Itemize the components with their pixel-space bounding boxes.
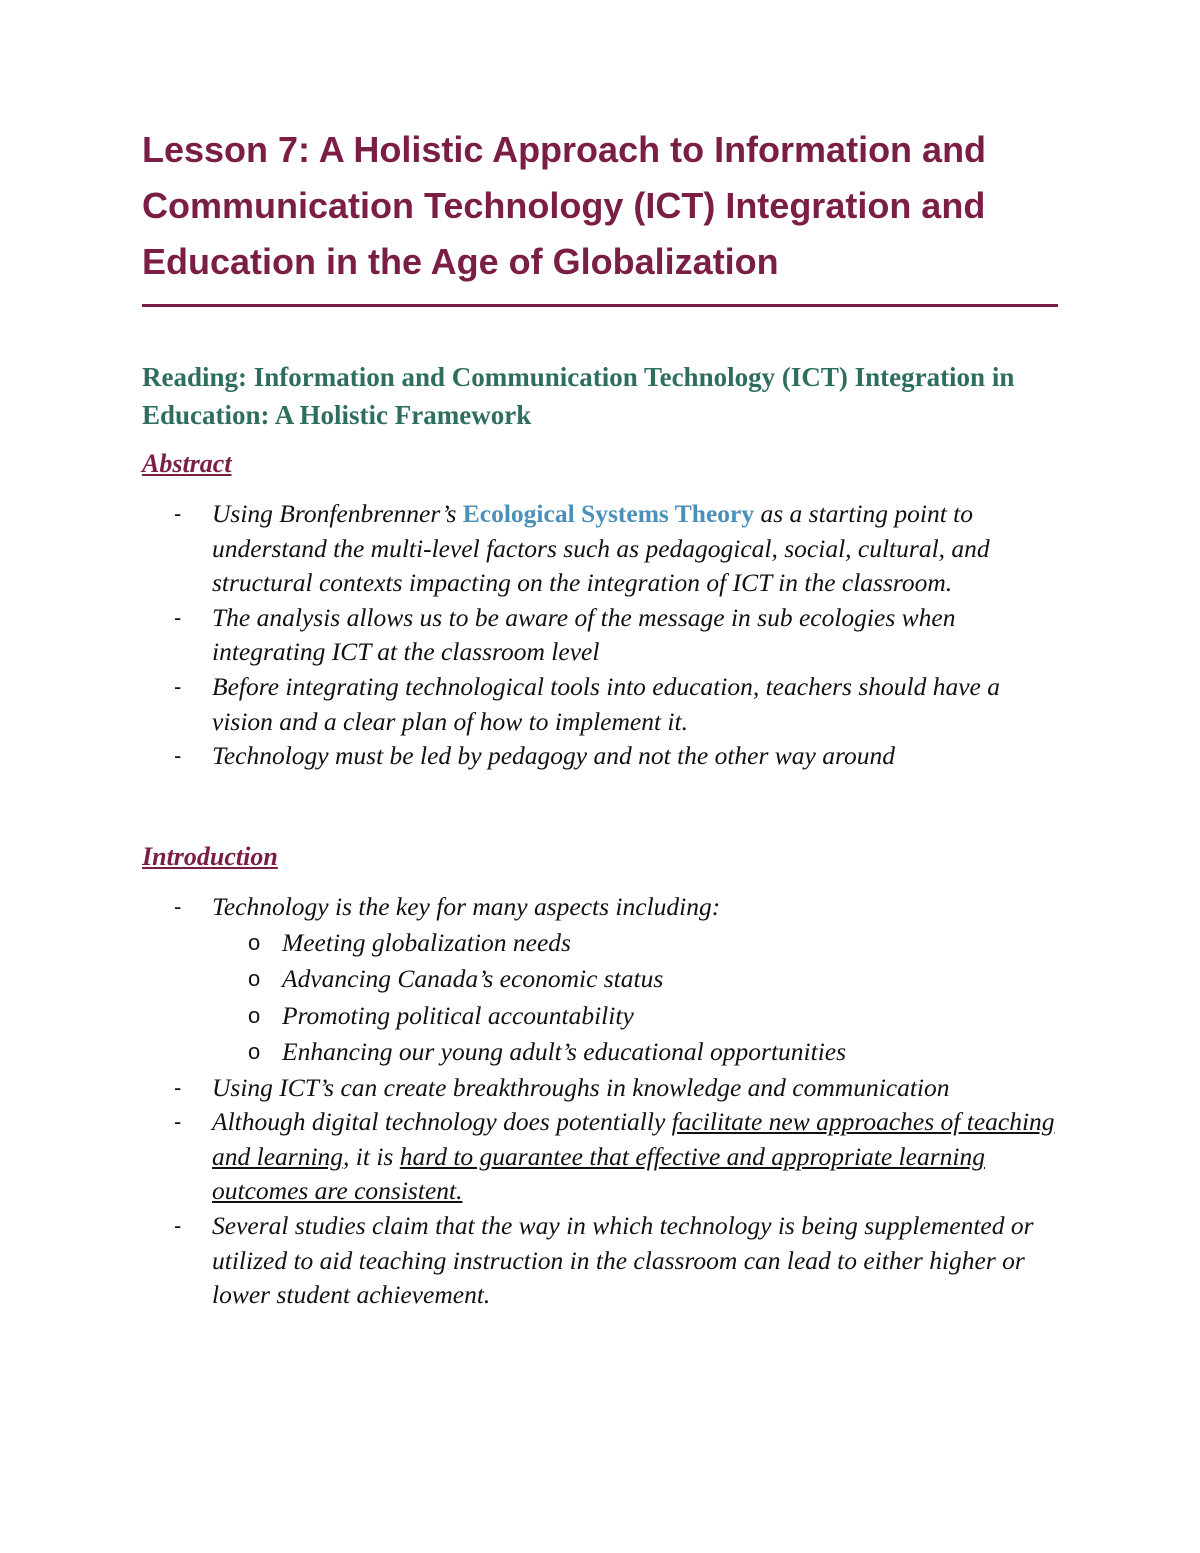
list-item xyxy=(0,1105,1062,1209)
item-text: Using ICT’s can create breakthroughs in knowledge and communication xyxy=(212,1072,950,1102)
ecological-systems-theory-link[interactable]: Ecological Systems Theory xyxy=(462,499,755,528)
sub-item-text: Meeting globalization needs xyxy=(282,927,571,957)
item-text: Although digital technology does potentially xyxy=(212,1107,672,1137)
item-text: Using Bronfenbrenner’s xyxy=(212,499,463,528)
sub-item-text: Advancing Canada’s economic status xyxy=(282,964,664,994)
dash-bullet: - xyxy=(174,501,182,526)
item-text: Before integrating technological tools into education, teachers should have a vision and a clear plan of how to implement it. xyxy=(212,671,1000,736)
abstract-heading: Abstract xyxy=(142,449,232,478)
dash-bullet: - xyxy=(174,604,182,630)
underlined-text: facilitate new approaches of teaching and learning xyxy=(212,1107,1055,1171)
list-item xyxy=(0,1071,1062,1106)
dash-bullet: - xyxy=(174,1109,182,1135)
item-text: Technology must be led by pedagogy and not the other way around xyxy=(212,741,895,771)
item-text: as a starting point to understand the multi-level factors such as pedagogical, social, cultural, and structural contexts impacting on the integration of ICT in the classroom. xyxy=(212,499,990,598)
sub-item-text: Promoting political accountability xyxy=(282,1000,634,1030)
lesson-title: Lesson 7: A Holistic Approach to Information and Communication Technology (ICT) Integration and Education in the Age of Globalization xyxy=(142,129,987,282)
list-item xyxy=(0,890,1062,925)
abstract-list xyxy=(0,497,1200,774)
circle-bullet: o xyxy=(248,1039,261,1065)
list-item xyxy=(0,497,1062,601)
reading-heading: Reading: Information and Communication Technology (ICT) Integration in Education: A Holistic Framework xyxy=(142,362,1015,430)
sub-list-item xyxy=(0,961,1062,998)
underlined-text: hard to guarantee that effective and appropriate learning outcomes are consistent. xyxy=(212,1141,985,1206)
item-text: Technology is the key for many aspects including: xyxy=(212,892,721,921)
item-text: The analysis allows us to be aware of the message in sub ecologies when integrating ICT at the classroom level xyxy=(212,602,956,667)
dash-bullet: - xyxy=(174,743,182,769)
sub-list-item xyxy=(0,925,1062,962)
dash-bullet: - xyxy=(174,1212,182,1238)
list-item xyxy=(0,739,1062,774)
dash-bullet: - xyxy=(174,1074,182,1100)
circle-bullet: o xyxy=(248,929,261,955)
circle-bullet: o xyxy=(248,966,261,992)
dash-bullet: - xyxy=(174,673,182,699)
sub-list-item xyxy=(0,998,1062,1035)
introduction-heading: Introduction xyxy=(142,842,278,871)
sub-list-item xyxy=(0,1034,1062,1071)
list-item xyxy=(0,601,1062,670)
sub-item-text: Enhancing our young adult’s educational opportunities xyxy=(282,1037,847,1067)
title-divider xyxy=(142,304,1058,307)
list-item xyxy=(0,1209,1062,1313)
introduction-list xyxy=(0,890,1200,1313)
dash-bullet: - xyxy=(174,894,182,919)
item-text: Several studies claim that the way in which technology is being supplemented or utilized to aid teaching instruction in the classroom can lead to either higher or lower student achievement. xyxy=(212,1210,1034,1310)
item-text: , it is xyxy=(343,1141,400,1171)
list-item xyxy=(0,670,1062,739)
circle-bullet: o xyxy=(248,1002,261,1028)
